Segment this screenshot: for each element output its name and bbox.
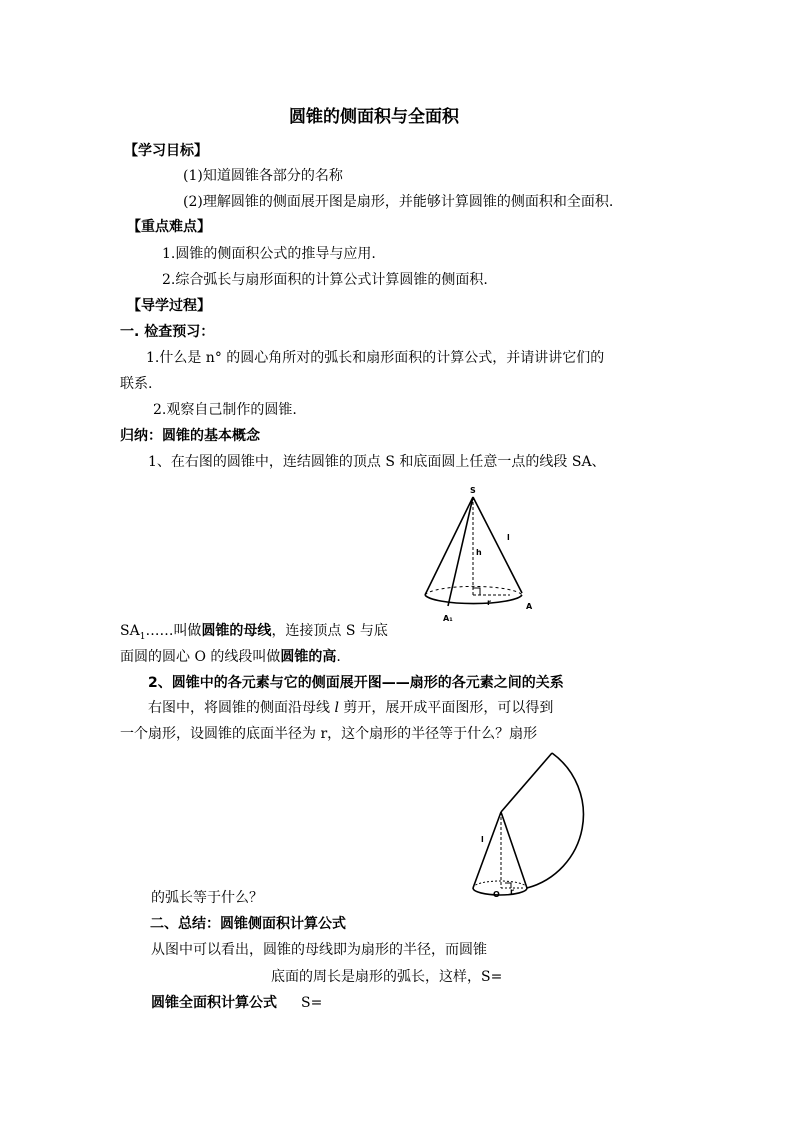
goal-item-1: (1)知道圆锥各部分的名称 — [183, 168, 343, 184]
label-o: O — [493, 890, 500, 899]
cone-base-front — [425, 595, 522, 604]
conclusion-heading: 二、总结：圆锥侧面积计算公式 — [150, 916, 346, 932]
cone-base-front-2 — [473, 888, 527, 895]
cone-right-edge — [473, 497, 522, 593]
concept-line-3-a: 面圆的圆心 O 的线段叫做 — [120, 649, 281, 665]
sector-radius-top — [501, 753, 552, 812]
concept-line-2-a: SA — [120, 623, 140, 639]
concept-line-3-c: . — [336, 649, 341, 665]
concept-line-2-c: ，连接顶点 S 与底 — [271, 623, 388, 639]
label-s: S — [470, 486, 476, 495]
concept-line-3 — [120, 647, 341, 667]
conclusion-line-1: 从图中可以看出，圆锥的母线即为扇形的半径，而圆锥 — [151, 942, 487, 958]
term-generatrix: 圆锥的母线 — [201, 623, 272, 639]
total-area-label: 圆锥全面积计算公式 — [151, 995, 277, 1011]
label-l: l — [507, 533, 510, 542]
question-2: 2.观察自己制作的圆锥. — [153, 402, 297, 418]
sector-radius-bottom — [501, 812, 527, 888]
cone-base-back-2 — [473, 881, 527, 888]
label-r: r — [487, 598, 491, 607]
total-area-eq: S= — [301, 995, 323, 1011]
keypoints-heading: 【重点难点】 — [127, 219, 211, 235]
question-1-line-1: 1.什么是 n° 的圆心角所对的弧长和扇形面积的计算公式，并请讲讲它们的 — [146, 350, 605, 366]
relation-line-1 — [148, 698, 553, 718]
question-1-line-2: 联系. — [120, 376, 153, 392]
cone-sector-figure — [465, 750, 585, 900]
cone-left-edge-2 — [473, 812, 501, 888]
goals-heading: 【学习目标】 — [124, 143, 208, 159]
cone-left-edge — [425, 497, 473, 595]
concept-line-2-b: ……叫做 — [145, 623, 202, 639]
keypoint-item-2: 2.综合弧长与扇形面积的计算公式计算圆锥的侧面积. — [162, 272, 488, 288]
concept-line-2 — [120, 621, 388, 647]
relation-line-3: 的弧长等于什么？ — [151, 890, 263, 906]
goal-item-2: (2)理解圆锥的侧面展开图是扇形，并能够计算圆锥的侧面积和全面积. — [183, 194, 614, 210]
cone-generatrix-a1 — [448, 497, 473, 606]
right-angle-mark — [473, 588, 480, 595]
label-a: A — [526, 602, 533, 611]
relation-line-1-a: 右图中，将圆锥的侧面沿母线 — [148, 700, 335, 716]
label-r-2: r — [510, 887, 514, 896]
relation-heading: 2、圆锥中的各元素与它的侧面展开图——扇形的各元素之间的关系 — [148, 675, 564, 691]
term-height: 圆锥的高 — [280, 649, 337, 665]
total-area-line — [151, 993, 322, 1013]
cone-figure — [415, 485, 545, 625]
page-title: 圆锥的侧面积与全面积 — [289, 107, 459, 127]
label-l-2: l — [481, 835, 484, 844]
summary-heading: 归纳：圆锥的基本概念 — [120, 428, 260, 444]
relation-line-2: 一个扇形，设圆锥的底面半径为 r，这个扇形的半径等于什么？扇形 — [120, 726, 538, 742]
relation-line-1-l: l — [334, 700, 339, 716]
relation-line-1-b: 剪开，展开成平面图形，可以得到 — [338, 700, 554, 716]
label-a1: A₁ — [443, 614, 453, 623]
keypoint-item-1: 1.圆锥的侧面积公式的推导与应用. — [162, 246, 376, 262]
concept-line-2-sub: 1 — [139, 631, 146, 642]
concept-line-1: 1、在右图的圆锥中，连结圆锥的顶点 S 和底面圆上任意一点的线段 SA、 — [148, 454, 606, 470]
preview-heading: 一. 检查预习： — [120, 324, 215, 340]
label-h: h — [476, 548, 482, 557]
process-heading: 【导学过程】 — [127, 298, 211, 314]
conclusion-line-2: 底面的周长是扇形的弧长，这样，S= — [271, 969, 503, 985]
